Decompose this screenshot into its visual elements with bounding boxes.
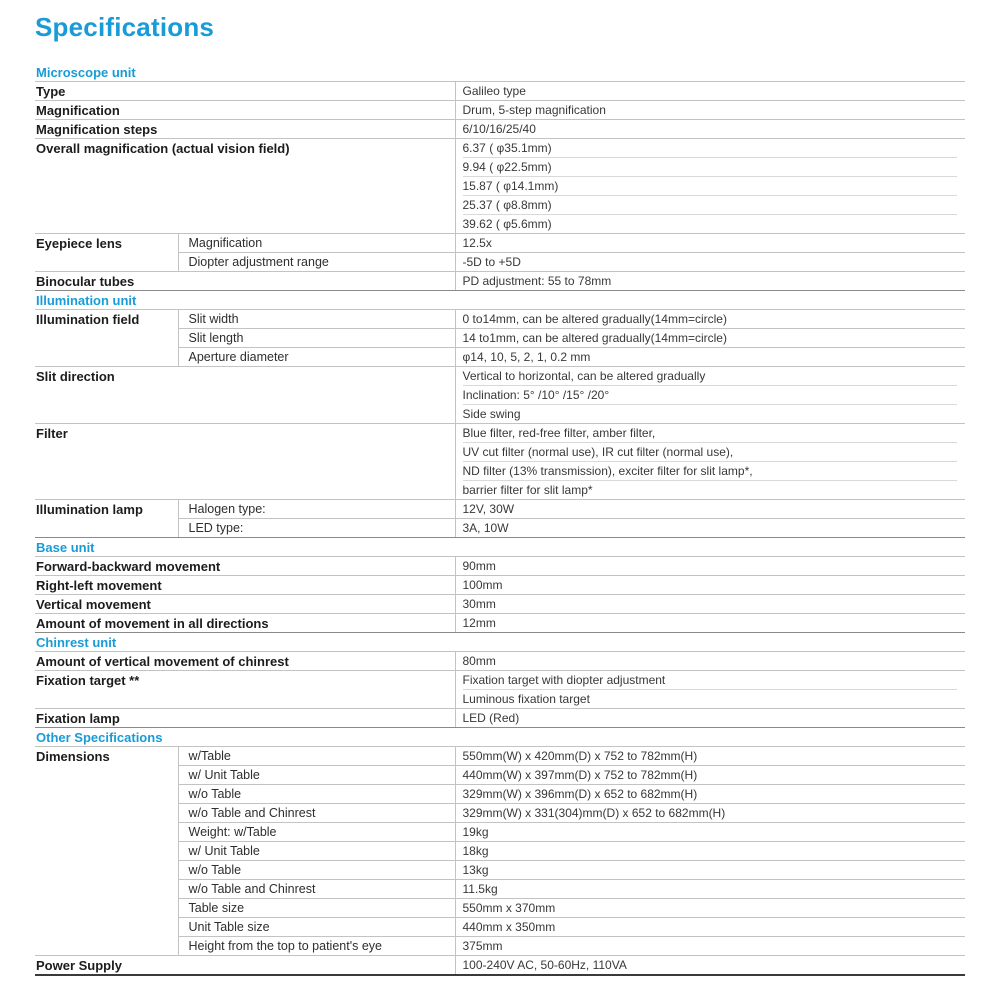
- spec-label: Power Supply: [35, 956, 455, 976]
- spec-value-line: 0 to14mm, can be altered gradually(14mm=circle): [462, 312, 727, 326]
- spec-value-line: φ14, 10, 5, 2, 1, 0.2 mm: [462, 350, 591, 364]
- spec-sublabel: Diopter adjustment range: [178, 253, 455, 272]
- spec-row: [35, 101, 965, 120]
- spec-value: [455, 424, 965, 500]
- spec-sublabel: Magnification: [178, 234, 455, 253]
- spec-value: [455, 652, 965, 671]
- spec-sublabel: Unit Table size: [178, 918, 455, 937]
- spec-row: [35, 671, 965, 709]
- spec-value-line: 19kg: [462, 825, 489, 839]
- spec-value: [455, 348, 965, 367]
- spec-value: [455, 82, 965, 101]
- spec-label: Dimensions: [35, 747, 178, 956]
- spec-value: [455, 747, 965, 766]
- spec-label: Forward-backward movement: [35, 557, 455, 576]
- spec-label: Magnification: [35, 101, 455, 120]
- spec-value-line: Side swing: [463, 404, 958, 422]
- spec-value: [455, 272, 965, 291]
- spec-value: [455, 310, 965, 329]
- spec-row: [35, 272, 965, 291]
- spec-value-line: LED (Red): [462, 711, 520, 725]
- spec-label: Slit direction: [35, 367, 455, 424]
- spec-value-line: Luminous fixation target: [463, 689, 958, 707]
- spec-row: [35, 747, 965, 766]
- spec-value: [455, 671, 965, 709]
- spec-row: [35, 557, 965, 576]
- spec-value: [455, 329, 965, 348]
- spec-value-line: -5D to +5D: [462, 255, 521, 269]
- spec-value-line: 12V, 30W: [462, 502, 515, 516]
- spec-value-line: ND filter (13% transmission), exciter filter for slit lamp*,: [463, 461, 958, 479]
- page-title: Specifications: [35, 12, 215, 42]
- spec-row: [35, 709, 965, 728]
- section-title: Other Specifications: [35, 728, 965, 747]
- spec-sublabel: LED type:: [178, 519, 455, 538]
- spec-value-line: 13kg: [462, 863, 489, 877]
- spec-value: [455, 918, 965, 937]
- spec-value-line: 329mm(W) x 396mm(D) x 652 to 682mm(H): [462, 787, 698, 801]
- spec-value: [455, 500, 965, 519]
- spec-row: [35, 82, 965, 101]
- spec-row: [35, 367, 965, 424]
- spec-label: Binocular tubes: [35, 272, 455, 291]
- spec-value-line: 440mm(W) x 397mm(D) x 752 to 782mm(H): [462, 768, 698, 782]
- spec-sublabel: Slit length: [178, 329, 455, 348]
- spec-label: Overall magnification (actual vision field): [35, 139, 455, 234]
- section-header-row: [35, 728, 965, 747]
- spec-value: [455, 804, 965, 823]
- spec-value-line: 550mm x 370mm: [462, 901, 556, 915]
- spec-sublabel: Weight: w/Table: [178, 823, 455, 842]
- spec-value-line: 30mm: [462, 597, 496, 611]
- spec-value: [455, 253, 965, 272]
- spec-value-line: UV cut filter (normal use), IR cut filter (normal use),: [463, 442, 958, 460]
- spec-label: Right-left movement: [35, 576, 455, 595]
- spec-value-line: barrier filter for slit lamp*: [463, 480, 958, 498]
- spec-value: [455, 899, 965, 918]
- spec-value-line: Drum, 5-step magnification: [462, 103, 606, 117]
- spec-label: Fixation target **: [35, 671, 455, 709]
- spec-value-line: 18kg: [462, 844, 489, 858]
- spec-value: [455, 595, 965, 614]
- spec-value-line: 100mm: [462, 578, 503, 592]
- spec-sublabel: w/o Table and Chinrest: [178, 880, 455, 899]
- spec-sublabel: Aperture diameter: [178, 348, 455, 367]
- spec-value: [455, 367, 965, 424]
- spec-sublabel: Slit width: [178, 310, 455, 329]
- spec-value-line: Vertical to horizontal, can be altered gradually: [462, 369, 706, 383]
- spec-row: [35, 956, 965, 976]
- spec-value-line: Fixation target with diopter adjustment: [462, 673, 666, 687]
- spec-value-line: 3A, 10W: [462, 521, 509, 535]
- spec-row: [35, 234, 965, 253]
- spec-label: Illumination lamp: [35, 500, 178, 538]
- spec-label: Illumination field: [35, 310, 178, 367]
- spec-value: [455, 120, 965, 139]
- spec-value-line: 15.87 ( φ14.1mm): [463, 176, 958, 194]
- section-header-row: [35, 291, 965, 310]
- spec-value: [455, 614, 965, 633]
- spec-row: [35, 120, 965, 139]
- spec-value: [455, 956, 965, 976]
- spec-value: [455, 842, 965, 861]
- spec-value: [455, 823, 965, 842]
- spec-label: Amount of vertical movement of chinrest: [35, 652, 455, 671]
- spec-value-line: Galileo type: [462, 84, 526, 98]
- spec-label: Type: [35, 82, 455, 101]
- spec-sublabel: Halogen type:: [178, 500, 455, 519]
- spec-value: [455, 709, 965, 728]
- spec-value-line: 39.62 ( φ5.6mm): [463, 214, 958, 232]
- spec-row: [35, 424, 965, 500]
- spec-sublabel: w/o Table and Chinrest: [178, 804, 455, 823]
- spec-row: [35, 595, 965, 614]
- spec-value-line: 440mm x 350mm: [462, 920, 556, 934]
- spec-value-line: 329mm(W) x 331(304)mm(D) x 652 to 682mm(H): [462, 806, 726, 820]
- spec-value-line: 12.5x: [462, 236, 492, 250]
- section-header-row: [35, 538, 965, 557]
- section-title: Base unit: [35, 538, 965, 557]
- spec-row: [35, 576, 965, 595]
- spec-label: Amount of movement in all directions: [35, 614, 455, 633]
- spec-table-body: [35, 63, 965, 975]
- section-title: Microscope unit: [35, 63, 965, 82]
- spec-value-line: Inclination: 5° /10° /15° /20°: [463, 385, 958, 403]
- spec-value-line: 25.37 ( φ8.8mm): [463, 195, 958, 213]
- spec-value: [455, 766, 965, 785]
- spec-value-line: 90mm: [462, 559, 496, 573]
- spec-value-line: Blue filter, red-free filter, amber filter,: [462, 426, 656, 440]
- specifications-table: [35, 63, 965, 976]
- section-title: Illumination unit: [35, 291, 965, 310]
- spec-value-line: PD adjustment: 55 to 78mm: [462, 274, 612, 288]
- spec-row: [35, 139, 965, 234]
- spec-label: Fixation lamp: [35, 709, 455, 728]
- spec-value: [455, 785, 965, 804]
- spec-value: [455, 576, 965, 595]
- spec-value-line: 375mm: [462, 939, 503, 953]
- section-header-row: [35, 633, 965, 652]
- spec-value-line: 6.37 ( φ35.1mm): [462, 141, 552, 155]
- spec-value-line: 9.94 ( φ22.5mm): [463, 157, 958, 175]
- spec-value-line: 100-240V AC, 50-60Hz, 110VA: [462, 958, 627, 972]
- spec-value: [455, 861, 965, 880]
- spec-value: [455, 519, 965, 538]
- spec-value: [455, 139, 965, 234]
- spec-sublabel: w/ Unit Table: [178, 842, 455, 861]
- spec-value-line: 550mm(W) x 420mm(D) x 752 to 782mm(H): [462, 749, 698, 763]
- spec-value-line: 14 to1mm, can be altered gradually(14mm=circle): [462, 331, 727, 345]
- spec-label: Eyepiece lens: [35, 234, 178, 272]
- section-header-row: [35, 63, 965, 82]
- spec-label: Magnification steps: [35, 120, 455, 139]
- spec-sublabel: w/Table: [178, 747, 455, 766]
- spec-row: [35, 310, 965, 329]
- spec-value-line: 11.5kg: [462, 882, 498, 896]
- spec-label: Filter: [35, 424, 455, 500]
- spec-value: [455, 880, 965, 899]
- spec-value: [455, 234, 965, 253]
- section-title: Chinrest unit: [35, 633, 965, 652]
- spec-sublabel: Table size: [178, 899, 455, 918]
- spec-value: [455, 101, 965, 120]
- spec-value-line: 6/10/16/25/40: [462, 122, 536, 136]
- spec-sublabel: w/ Unit Table: [178, 766, 455, 785]
- spec-value: [455, 937, 965, 956]
- spec-sublabel: w/o Table: [178, 785, 455, 804]
- spec-sublabel: w/o Table: [178, 861, 455, 880]
- spec-row: [35, 652, 965, 671]
- spec-row: [35, 614, 965, 633]
- spec-row: [35, 500, 965, 519]
- spec-label: Vertical movement: [35, 595, 455, 614]
- spec-value-line: 12mm: [462, 616, 496, 630]
- spec-value: [455, 557, 965, 576]
- spec-value-line: 80mm: [462, 654, 496, 668]
- spec-sublabel: Height from the top to patient's eye: [178, 937, 455, 956]
